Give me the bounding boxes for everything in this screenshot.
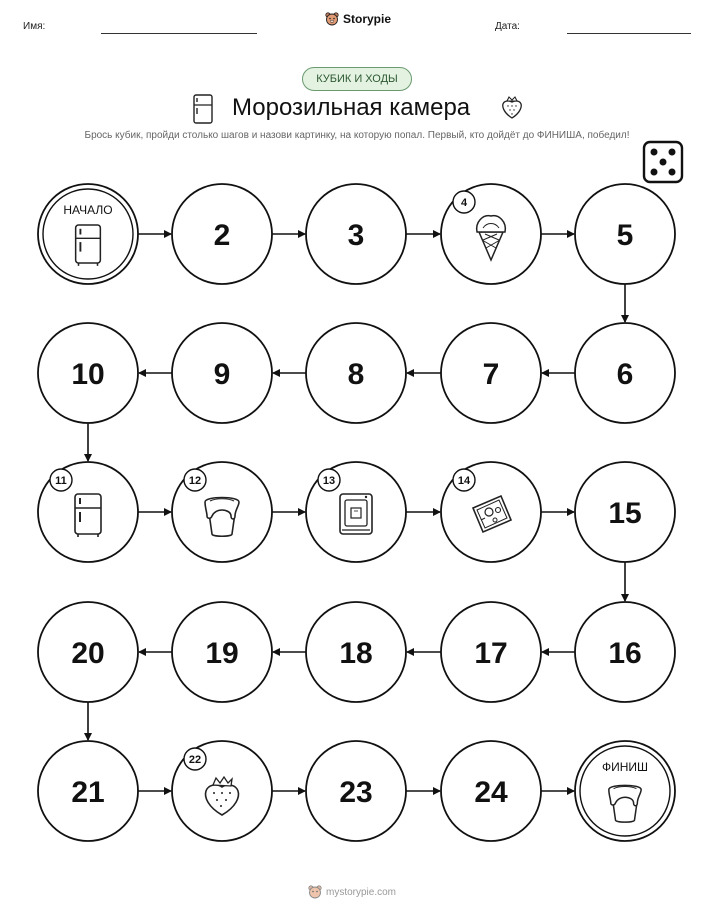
cell-number: 8 <box>347 358 365 391</box>
date-label: Дата: <box>495 21 520 32</box>
board-cell-22 <box>172 741 272 841</box>
bear-mascot-icon <box>308 885 322 899</box>
board-cell-23 <box>306 741 406 841</box>
cell-number-badge: 22 <box>188 754 202 766</box>
cell-number: 19 <box>205 637 239 670</box>
footer <box>308 885 396 899</box>
cell-number: 2 <box>213 219 231 252</box>
cell-number: 20 <box>71 637 105 670</box>
board-cell-9 <box>172 323 272 423</box>
board-cell-13 <box>306 462 406 562</box>
cell-number: 15 <box>608 497 642 530</box>
cell-number: 9 <box>213 358 231 391</box>
footer-site: mystorypie.com <box>326 886 397 898</box>
instructions-text: Брось кубик, пройди столько шагов и назови картинку, на которую попал. Первый, кто дойдёт до ФИНИША, победил! <box>84 130 630 141</box>
cell-number-badge: 13 <box>322 475 336 487</box>
board-cell-18 <box>306 602 406 702</box>
cell-number-badge: 12 <box>188 475 202 487</box>
cell-number: 7 <box>482 358 500 391</box>
cell-number: 16 <box>608 637 642 670</box>
board-cell-2 <box>172 184 272 284</box>
board-cell-24 <box>441 741 541 841</box>
board-cell-1 <box>38 184 138 284</box>
board-cell-5 <box>575 184 675 284</box>
board-cell-17 <box>441 602 541 702</box>
cell-number: 18 <box>339 637 373 670</box>
board-cell-3 <box>306 184 406 284</box>
board-cell-12 <box>172 462 272 562</box>
board-cell-14 <box>441 462 541 562</box>
board-cell-19 <box>172 602 272 702</box>
board-cell-21 <box>38 741 138 841</box>
page-title: Морозильная камера <box>232 94 471 121</box>
board-cell-6 <box>575 323 675 423</box>
board-cell-4 <box>441 184 541 284</box>
board-cell-10 <box>38 323 138 423</box>
cell-number: 17 <box>474 637 508 670</box>
fridge-icon <box>75 494 101 537</box>
cell-number: 24 <box>474 776 508 809</box>
cell-number: 5 <box>616 219 634 252</box>
cell-number: 23 <box>339 776 373 809</box>
cell-number-badge: 11 <box>55 475 67 487</box>
brand-name: Storypie <box>343 12 392 26</box>
name-label: Имя: <box>23 21 46 32</box>
board-cell-8 <box>306 323 406 423</box>
finish-label: ФИНИШ <box>601 760 649 774</box>
cell-number-badge: 4 <box>460 197 468 209</box>
category-badge: КУБИК И ХОДЫ <box>302 67 412 91</box>
board-cell-7 <box>441 323 541 423</box>
cell-number: 10 <box>71 358 105 391</box>
board-cell-25 <box>575 741 675 841</box>
board-cell-20 <box>38 602 138 702</box>
board-cell-15 <box>575 462 675 562</box>
board-cell-11 <box>38 462 138 562</box>
cell-number: 3 <box>347 219 365 252</box>
cell-number: 6 <box>616 358 634 391</box>
fridge-icon <box>76 225 101 266</box>
board-cell-16 <box>575 602 675 702</box>
cell-number: 21 <box>71 776 105 809</box>
cell-number-badge: 14 <box>457 475 471 487</box>
start-label: НАЧАЛО <box>63 203 113 217</box>
freezer-cabinet-icon <box>340 494 372 534</box>
